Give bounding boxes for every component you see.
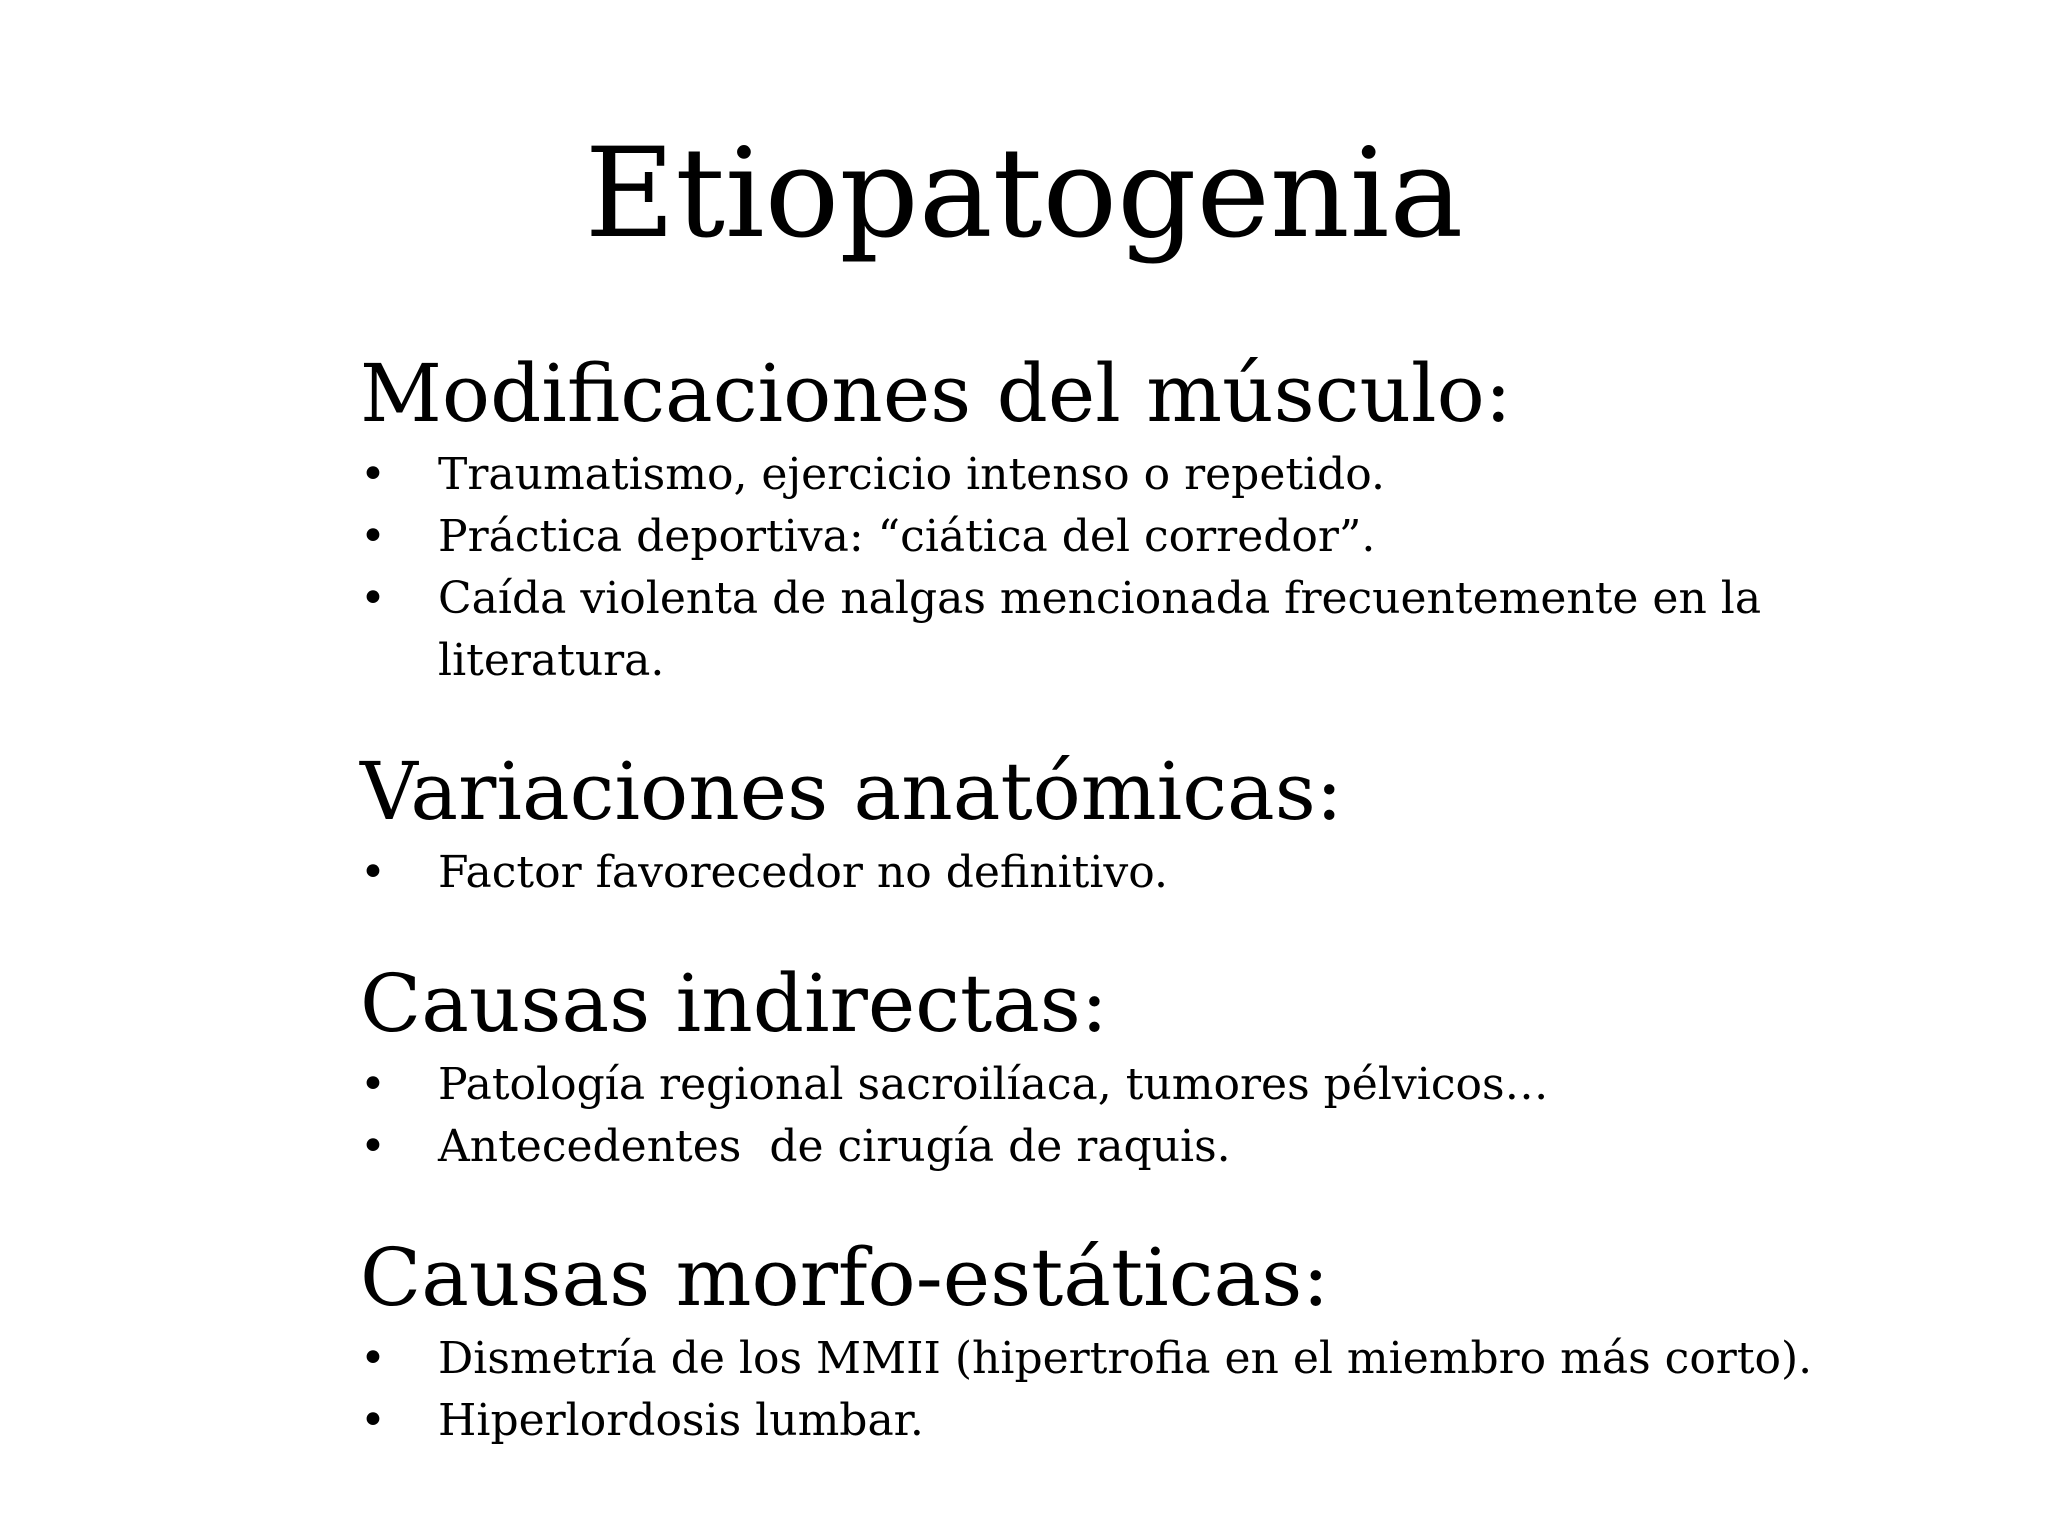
bullet-icon: • — [360, 847, 386, 898]
list-item — [360, 1328, 1920, 1390]
content-area — [360, 347, 1920, 1508]
bullet-icon: • — [360, 573, 386, 624]
list-item — [360, 506, 1920, 568]
bullet-list — [360, 842, 1920, 904]
section-muscle-modifications — [360, 347, 1920, 692]
section-heading: Modificaciones del músculo: — [360, 347, 1512, 440]
bullet-icon: • — [360, 1059, 386, 1110]
list-item-text: Práctica deportiva: “ciática del corredor”. — [438, 511, 1376, 562]
section-indirect-causes — [360, 957, 1920, 1178]
list-item — [360, 842, 1920, 904]
list-item-text: Caída violenta de nalgas mencionada frecuentemente en la literatura. — [438, 573, 1762, 686]
bullet-icon: • — [360, 1333, 386, 1384]
list-item-text: Antecedentes de cirugía de raquis. — [438, 1121, 1231, 1172]
list-item-text: Factor favorecedor no definitivo. — [438, 847, 1168, 898]
list-item-text: Patología regional sacroilíaca, tumores pélvicos… — [438, 1059, 1549, 1110]
list-item — [360, 1116, 1920, 1178]
bullet-icon: • — [360, 1395, 386, 1446]
bullet-list — [360, 444, 1920, 692]
list-item — [360, 444, 1920, 506]
page-title: Etiopatogenia — [584, 122, 1464, 266]
section-heading: Causas indirectas: — [360, 957, 1108, 1050]
bullet-icon: • — [360, 511, 386, 562]
list-item — [360, 568, 1920, 692]
list-item — [360, 1390, 1920, 1452]
list-item-text: Dismetría de los MMII (hipertrofia en el miembro más corto). — [438, 1333, 1813, 1384]
section-heading: Causas morfo-estáticas: — [360, 1231, 1330, 1324]
section-morpho-static-causes — [360, 1231, 1920, 1452]
bullet-list — [360, 1328, 1920, 1452]
list-item-text: Hiperlordosis lumbar. — [438, 1395, 924, 1446]
section-anatomical-variations — [360, 745, 1920, 904]
section-heading: Variaciones anatómicas: — [360, 745, 1343, 838]
bullet-icon: • — [360, 449, 386, 500]
list-item-text: Traumatismo, ejercicio intenso o repetido. — [438, 449, 1385, 500]
bullet-list — [360, 1054, 1920, 1178]
list-item — [360, 1054, 1920, 1116]
bullet-icon: • — [360, 1121, 386, 1172]
